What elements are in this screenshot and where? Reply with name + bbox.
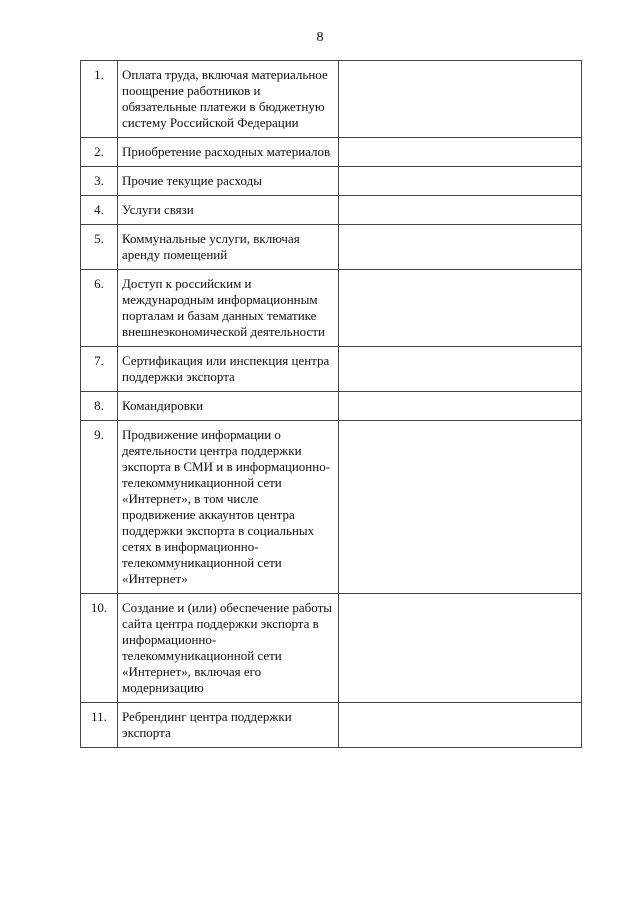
expense-item-name: Сертификация или инспекция центра поддержки экспорта <box>118 347 339 392</box>
table-row <box>81 61 582 138</box>
expense-item-value <box>339 392 582 421</box>
expense-item-name: Продвижение информации о деятельности центра поддержки экспорта в СМИ и в информационно-телекоммуникационной сети «Интернет», в том числе продвижение аккаунтов центра поддержки экспорта в социальных сетях в информационно-телекоммуникационной сети «Интернет» <box>118 421 339 594</box>
row-number: 6. <box>81 270 118 347</box>
table-row <box>81 270 582 347</box>
table-row <box>81 167 582 196</box>
expense-item-name: Создание и (или) обеспечение работы сайта центра поддержки экспорта в информационно-телекоммуникационной сети «Интернет», включая его модернизацию <box>118 594 339 703</box>
row-number: 3. <box>81 167 118 196</box>
expense-item-name: Прочие текущие расходы <box>118 167 339 196</box>
expense-item-value <box>339 347 582 392</box>
expense-table <box>80 60 582 748</box>
table-row <box>81 196 582 225</box>
expense-item-value <box>339 61 582 138</box>
row-number: 4. <box>81 196 118 225</box>
expense-item-name: Коммунальные услуги, включая аренду помещений <box>118 225 339 270</box>
expense-item-value <box>339 594 582 703</box>
expense-item-value <box>339 421 582 594</box>
row-number: 7. <box>81 347 118 392</box>
row-number: 1. <box>81 61 118 138</box>
row-number: 5. <box>81 225 118 270</box>
page-number: 8 <box>316 30 324 45</box>
expense-item-value <box>339 167 582 196</box>
expense-item-name: Доступ к российским и международным информационным порталам и базам данных тематике внешнеэкономической деятельности <box>118 270 339 347</box>
row-number: 9. <box>81 421 118 594</box>
expense-item-value <box>339 196 582 225</box>
row-number: 8. <box>81 392 118 421</box>
row-number: 2. <box>81 138 118 167</box>
expense-item-value <box>339 270 582 347</box>
expense-item-value <box>339 138 582 167</box>
expense-item-name: Услуги связи <box>118 196 339 225</box>
expense-item-name: Командировки <box>118 392 339 421</box>
expense-item-name: Приобретение расходных материалов <box>118 138 339 167</box>
table-row <box>81 703 582 748</box>
table-row <box>81 225 582 270</box>
table-row <box>81 347 582 392</box>
expense-item-value <box>339 703 582 748</box>
expense-item-name: Ребрендинг центра поддержки экспорта <box>118 703 339 748</box>
row-number: 10. <box>81 594 118 703</box>
expense-item-name: Оплата труда, включая материальное поощрение работников и обязательные платежи в бюджетную систему Российской Федерации <box>118 61 339 138</box>
table-row <box>81 392 582 421</box>
table-row <box>81 594 582 703</box>
row-number: 11. <box>81 703 118 748</box>
table-row <box>81 138 582 167</box>
expense-item-value <box>339 225 582 270</box>
table-row <box>81 421 582 594</box>
